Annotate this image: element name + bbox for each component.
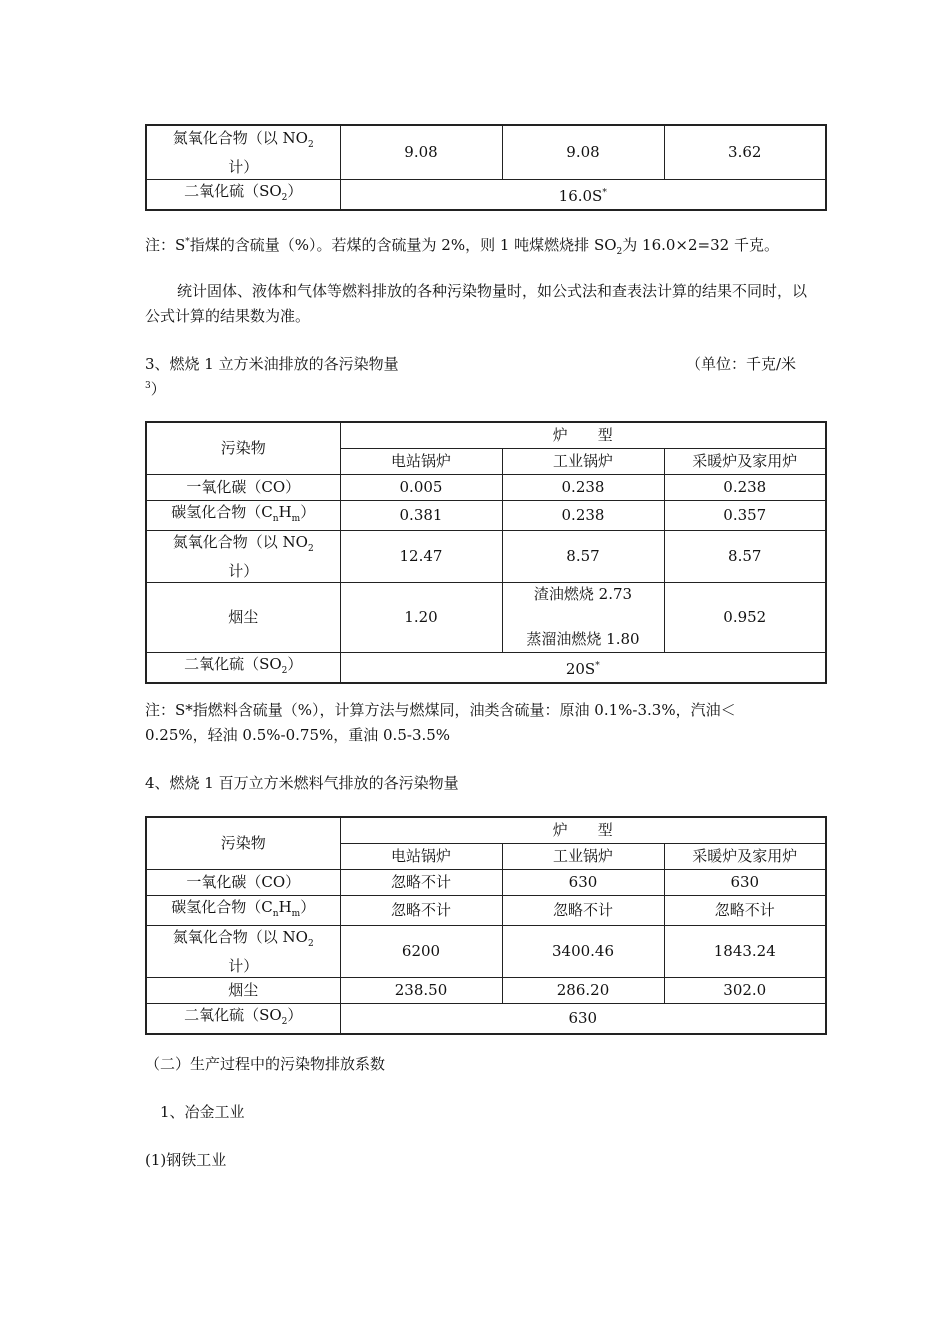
table-row: [146, 500, 826, 530]
cell-value: 0.238: [502, 474, 664, 500]
header-col: 采暖炉及家用炉: [664, 448, 826, 474]
cell-value: 9.08: [340, 125, 502, 179]
row-label: 一氧化碳（CO）: [146, 869, 340, 895]
cell-value: 6200: [340, 925, 502, 977]
table-row: [146, 652, 826, 683]
cell-value: 1.20: [340, 582, 502, 652]
note-oil: 注：S*指燃料含硫量（%），计算方法与燃煤同，油类含硫量：原油 0.1%-3.3%，汽油＜ 0.25%，轻油 0.5%-0.75%，重油 0.5-3.5%: [145, 701, 736, 744]
table-row: [146, 895, 826, 925]
row-label-so2: 二氧化硫$(SO_2)$: [146, 179, 340, 210]
table-oil: [145, 421, 827, 684]
table-row: [146, 179, 826, 210]
cell-value: 3.62: [664, 125, 826, 179]
row-label: 碳氢化合物$(C_nH_m)$: [146, 895, 340, 925]
cell-merged: 16.0S*: [340, 179, 826, 210]
row-label: 烟尘: [146, 977, 340, 1003]
row-label: 一氧化碳（CO）: [146, 474, 340, 500]
cell-merged: 20S*: [340, 652, 826, 683]
header-furnace-type: 炉 型: [340, 817, 826, 843]
table-row: [146, 125, 826, 179]
heading-production-process: （二）生产过程中的污染物排放系数: [145, 1055, 386, 1073]
cell-value: 0.238: [502, 500, 664, 530]
unit-label-oil-cont: $^3$）: [145, 380, 166, 398]
cell-value: 630: [502, 869, 664, 895]
header-col: 工业锅炉: [502, 843, 664, 869]
table-gas: [145, 816, 827, 1035]
cell-value: 238.50: [340, 977, 502, 1003]
row-label-nox: 氮氧化合物（以 $NO_2$ 计）: [146, 125, 340, 179]
cell-value: 0.381: [340, 500, 502, 530]
cell-value: 302.0: [664, 977, 826, 1003]
row-label: 氮氧化合物（以 $NO_2$ 计）: [146, 925, 340, 977]
table-row: [146, 925, 826, 977]
header-col: 工业锅炉: [502, 448, 664, 474]
cell-value: 3400.46: [502, 925, 664, 977]
cell-value: 忽略不计: [340, 869, 502, 895]
header-col: 采暖炉及家用炉: [664, 843, 826, 869]
heading-metallurgy: 1、冶金工业: [160, 1103, 245, 1121]
cell-value: 8.57: [502, 530, 664, 582]
cell-value: 8.57: [664, 530, 826, 582]
section-title-gas: 4、燃烧 1 百万立方米燃料气排放的各污染物量: [145, 774, 459, 792]
cell-value: 忽略不计: [340, 895, 502, 925]
row-label: 碳氢化合物$(C_nH_m)$: [146, 500, 340, 530]
header-col: 电站锅炉: [340, 843, 502, 869]
cell-value: 0.357: [664, 500, 826, 530]
cell-value: 1843.24: [664, 925, 826, 977]
table-row: [146, 530, 826, 582]
cell-value: 286.20: [502, 977, 664, 1003]
table-row: [146, 582, 826, 652]
cell-value: 忽略不计: [664, 895, 826, 925]
cell-value: 9.08: [502, 125, 664, 179]
unit-label-oil: （单位：千克/米: [686, 355, 797, 373]
header-furnace-type: 炉 型: [340, 422, 826, 448]
cell-value: 0.005: [340, 474, 502, 500]
cell-value: 渣油燃烧 2.73 蒸溜油燃烧 1.80: [502, 582, 664, 652]
row-label: 氮氧化合物（以 $NO_2$ 计）: [146, 530, 340, 582]
heading-steel: (1)钢铁工业: [145, 1151, 227, 1169]
section-title-oil: 3、燃烧 1 立方米油排放的各污染物量: [145, 355, 399, 373]
header-pollutant: 污染物: [146, 422, 340, 474]
row-label: 二氧化硫$(SO_2)$: [146, 1003, 340, 1034]
table-row: [146, 869, 826, 895]
cell-value: 0.952: [664, 582, 826, 652]
row-label: 烟尘: [146, 582, 340, 652]
cell-value: 忽略不计: [502, 895, 664, 925]
cell-value: 12.47: [340, 530, 502, 582]
table-row: [146, 1003, 826, 1034]
row-label: 二氧化硫$(SO_2)$: [146, 652, 340, 683]
table-row: [146, 474, 826, 500]
header-pollutant: 污染物: [146, 817, 340, 869]
header-col: 电站锅炉: [340, 448, 502, 474]
note-coal-sulfur: 注：S*指煤的含硫量（%）。若煤的含硫量为 2%，则 1 吨煤燃烧排 $SO_2$为 16.0×2=32 千克。: [145, 236, 779, 257]
table-coal-continuation: [145, 124, 827, 211]
cell-value: 0.238: [664, 474, 826, 500]
paragraph-statistics: 统计固体、液体和气体等燃料排放的各种污染物量时，如公式法和查表法计算的结果不同时，以公式计算的结果数为准。: [145, 282, 808, 325]
cell-merged: 630: [340, 1003, 826, 1034]
cell-value: 630: [664, 869, 826, 895]
table-row: [146, 977, 826, 1003]
